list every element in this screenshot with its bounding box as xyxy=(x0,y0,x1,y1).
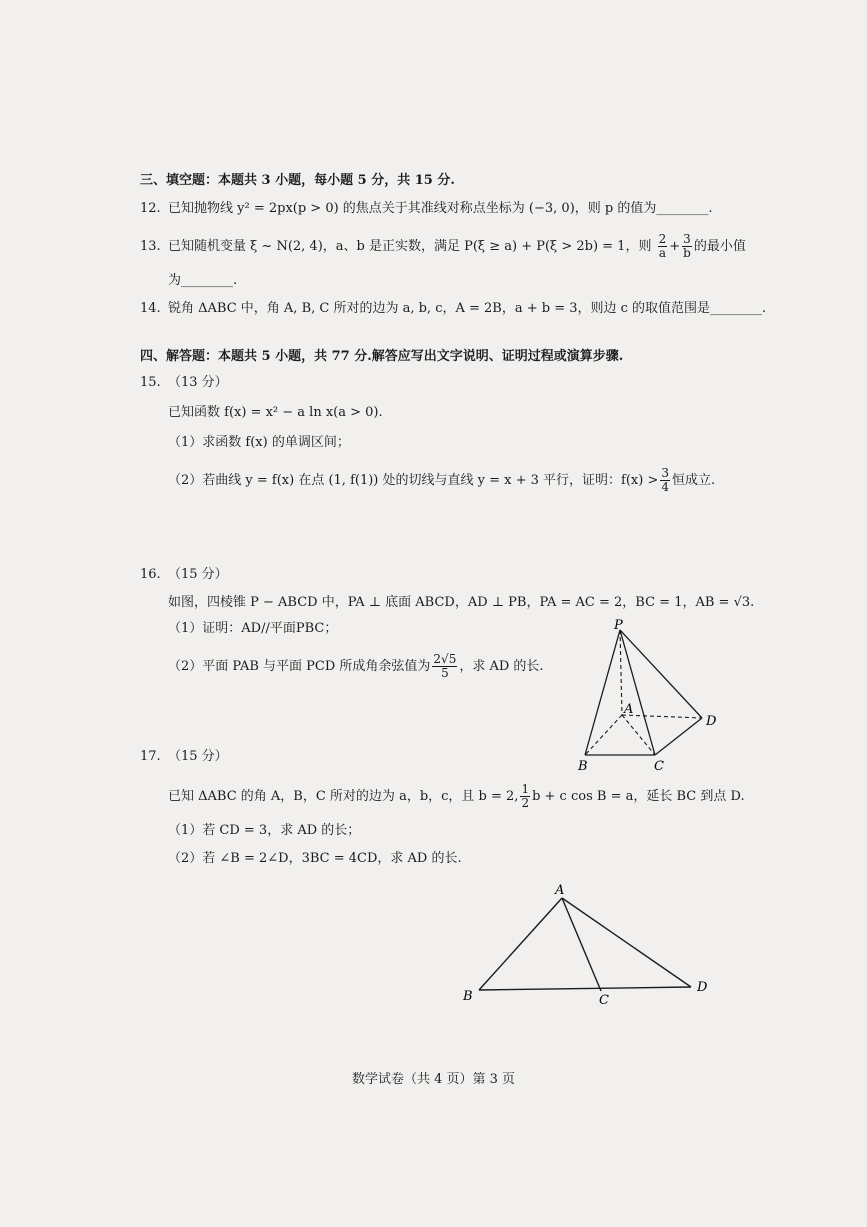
question-score: （13 分） xyxy=(168,375,228,390)
fraction: $\frac{1}{2}$ xyxy=(521,782,530,810)
label-D: D xyxy=(697,980,708,995)
label-A: A xyxy=(624,702,634,717)
label-B: B xyxy=(463,989,473,1004)
question-15-part1: （1）求函数 f(x) 的单调区间； xyxy=(168,435,350,450)
question-text: 已知随机变量 ξ ~ N(2, 4)，a、b 是正实数，满足 P(ξ ≥ a) + P(ξ > 2b) = 1，则 xyxy=(168,239,652,254)
question-number: 17. xyxy=(140,749,161,764)
question-number: 13. xyxy=(140,239,161,254)
question-13: 13. 已知随机变量 ξ ~ N(2, 4)，a、b 是正实数，满足 P(ξ ≥ a) + P(ξ > 2b) = 1，则 $\frac{2}{a}$ + $\frac{3}{b}$ 的最小值 xyxy=(140,232,746,260)
fraction: $\frac{2√5}{5}$ xyxy=(433,652,457,680)
page-footer: 数学试卷（共 4 页）第 3 页 xyxy=(351,1072,516,1087)
label-C: C xyxy=(654,759,664,774)
label-C: C xyxy=(599,993,609,1008)
edge-PA xyxy=(620,630,622,715)
label-P: P xyxy=(614,618,623,633)
question-12 xyxy=(140,200,713,218)
section-3-heading: 三、填空题：本题共 3 小题，每小题 5 分，共 15 分. xyxy=(140,173,455,188)
question-number: 14. xyxy=(140,301,161,316)
question-number: 15. xyxy=(140,375,161,390)
question-14 xyxy=(140,300,766,318)
question-17-part2: （2）若 ∠B = 2∠D，3BC = 4CD，求 AD 的长. xyxy=(168,851,462,866)
question-number: 16. xyxy=(140,567,161,582)
question-text: 锐角 ΔABC 中，角 A, B, C 所对的边为 a, b, c，A = 2B，a + b = 3，则边 c 的取值范围是________. xyxy=(168,301,767,316)
pyramid-figure xyxy=(570,615,730,775)
fraction: $\frac{2}{a}$ xyxy=(658,232,667,260)
label-B: B xyxy=(578,759,588,774)
segment-AB xyxy=(479,898,562,990)
question-15-stem: 已知函数 f(x) = x² − a ln x(a > 0). xyxy=(168,405,383,420)
question-16-part1: （1）证明：AD//平面PBC； xyxy=(168,621,338,636)
section-4-heading: 四、解答题：本题共 5 小题，共 77 分.解答应写出文字说明、证明过程或演算步骤. xyxy=(140,349,624,364)
edge-AD xyxy=(622,715,702,718)
question-number: 12. xyxy=(140,201,161,216)
fraction: $\frac{3}{b}$ xyxy=(683,232,691,260)
question-13-cont: 为________. xyxy=(168,273,238,288)
question-16 xyxy=(140,566,228,584)
question-17-part1: （1）若 CD = 3，求 AD 的长； xyxy=(168,823,361,838)
question-17-stem: 已知 ΔABC 的角 A，B，C 所对的边为 a，b，c，且 b = 2, $\frac{1}{2}$ b + c cos B = a，延长 BC 到点 D. xyxy=(168,782,745,810)
question-15 xyxy=(140,374,228,392)
label-D: D xyxy=(706,714,717,729)
segment-BD xyxy=(479,987,691,990)
question-16-stem: 如图，四棱锥 P − ABCD 中，PA ⊥ 底面 ABCD，AD ⊥ PB，PA = AC = 2，BC = 1，AB = √3. xyxy=(168,595,755,610)
question-16-part2: （2）平面 PAB 与平面 PCD 所成角余弦值为 $\frac{2√5}{5}$ ，求 AD 的长. xyxy=(168,652,544,680)
question-score: （15 分） xyxy=(168,749,228,764)
question-17 xyxy=(140,748,228,766)
question-text: 已知抛物线 y² = 2px(p > 0) 的焦点关于其准线对称点坐标为 (−3, 0)，则 p 的值为________. xyxy=(168,201,713,216)
label-A: A xyxy=(555,883,565,898)
triangle-figure xyxy=(455,878,725,1008)
edge-CD xyxy=(655,718,702,755)
question-score: （15 分） xyxy=(168,567,228,582)
question-15-part2: （2）若曲线 y = f(x) 在点 (1, f(1)) 处的切线与直线 y = x + 3 平行，证明：f(x) > $\frac{3}{4}$ 恒成立. xyxy=(168,466,716,494)
fraction: $\frac{3}{4}$ xyxy=(661,466,669,494)
